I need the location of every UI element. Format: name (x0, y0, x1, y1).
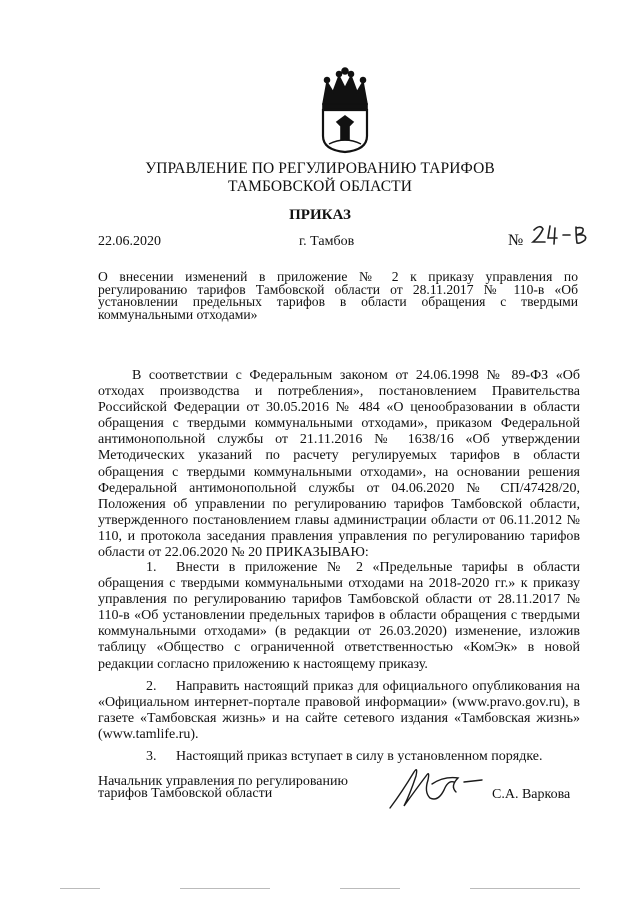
document-date: 22.06.2020 (98, 234, 161, 249)
organization-name-line2: ТАМБОВСКОЙ ОБЛАСТИ (228, 178, 412, 195)
signer-position-line1: Начальник управления по регулированию (98, 774, 348, 789)
signer-name: С.А. Варкова (492, 787, 571, 802)
document-preamble (98, 368, 580, 561)
document-number-label: № (508, 232, 524, 249)
item-number: 1. (146, 560, 157, 575)
tambov-coat-of-arms-icon (313, 66, 377, 154)
list-item (98, 560, 580, 673)
scan-artifact-line (340, 888, 400, 889)
organization-name-line1: УПРАВЛЕНИЕ ПО РЕГУЛИРОВАНИЮ ТАРИФОВ (145, 160, 495, 177)
document-subject: О внесении изменений в приложение № 2 к приказу управления по регулированию тарифов Тамбовской области от 28.11.2017 № 110-в «Об установлении предельных тарифов в области обращения с твердыми коммунальными отходами» (98, 269, 578, 322)
item-text: Настоящий приказ вступает в силу в установленном порядке. (176, 749, 543, 765)
item-text: Направить настоящий приказ для официального опубликования на «Официальном интернет-портале правовой информации» (www.pravo.gov.ru), в газете «Тамбовская жизнь» и на сайте сетевого издания «Тамбовская жизнь» (www.tamlife.ru). (98, 678, 580, 742)
document-title: ПРИКАЗ (289, 207, 351, 223)
scan-artifact-line (60, 888, 100, 889)
list-item (98, 679, 580, 743)
scan-artifact-line (470, 888, 580, 889)
item-text: Внести в приложение № 2 «Предельные тарифы в области обращения с твердыми коммунальными отходами на 2018-2020 гг.» к приказу управления по регулированию тарифов Тамбовской области от 28.11.2017 № 110-в «Об установлении предельных тарифов в области обращения с твердыми коммунальными отходами» (в редакции от 26.03.2020) изменение, изложив таблицу «Общество с ограниченной ответственностью «КомЭк» в новой редакции согласно приложению к настоящему приказу. (98, 560, 580, 672)
signer-position-line2: тарифов Тамбовской области (98, 786, 273, 801)
order-items (98, 560, 580, 771)
document-city: г. Тамбов (299, 234, 355, 249)
item-number: 2. (146, 678, 157, 694)
handwritten-signature (384, 762, 488, 812)
signer-position (98, 776, 348, 800)
item-number: 3. (146, 749, 157, 765)
preamble-paragraph: В соответствии с Федеральным законом от 24.06.1998 № 89-ФЗ «Об отходах производства и потребления», постановлением Правительства Российской Федерации от 30.05.2016 № 484 «О ценообразовании в области обращения с твердыми коммунальными отходами», приказом Федеральной антимонопольной службы от 21.11.2016 № 1638/16 «Об утверждении Методических указаний по расчету регулируемых тарифов в области обращения с твердыми коммунальными отходами», на основании решения Федеральной антимонопольной службы от 04.06.2020 № СП/47428/20, Положения об управлении по регулированию тарифов Тамбовской области, утвержденного постановлением главы администрации области от 06.11.2012 № 110, и протокола заседания правления управления по регулированию тарифов области от 22.06.2020 № 20 ПРИКАЗЫВАЮ: (98, 368, 580, 561)
handwritten-number (530, 222, 600, 248)
scan-artifact-line (180, 888, 270, 889)
list-item (98, 749, 580, 765)
